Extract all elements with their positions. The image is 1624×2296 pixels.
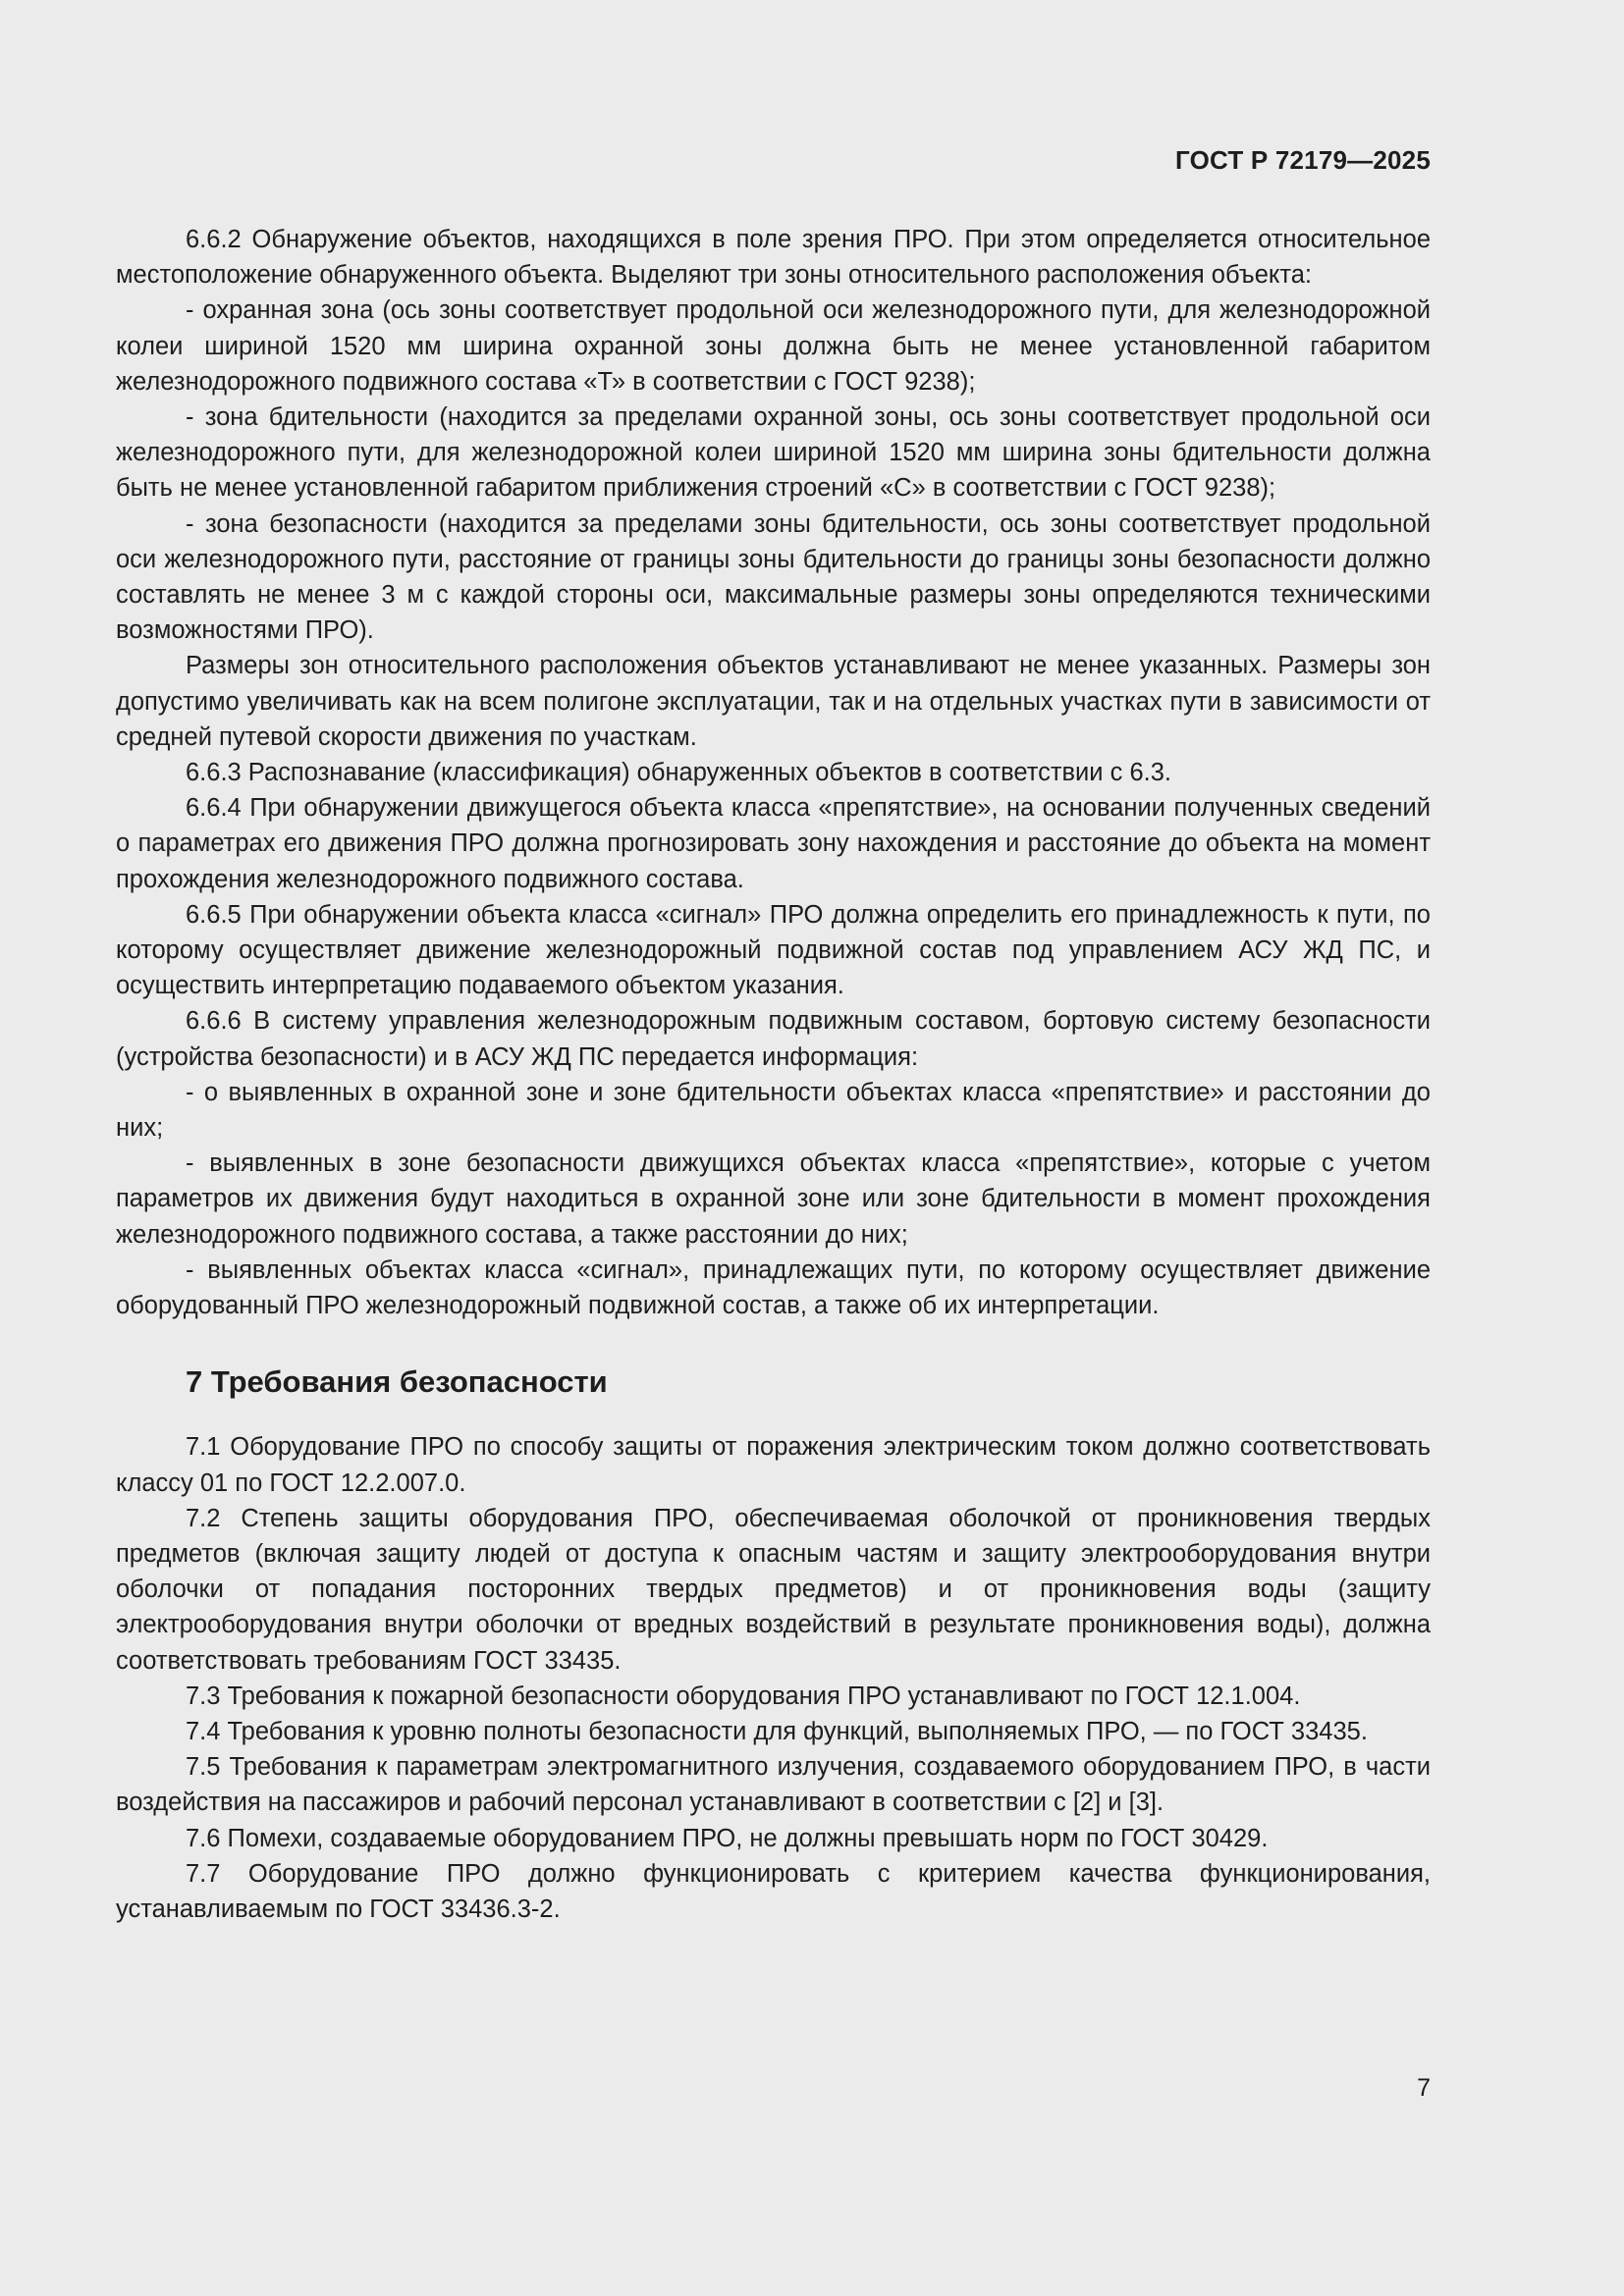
paragraph-6-6-5: 6.6.5 При обнаружении объекта класса «сигнал» ПРО должна определить его принадлежность к пути, по которому осуществляет движение железнодорожный подвижной состав под управлением АСУ ЖД ПС, и осуществить интерпретацию подаваемого объектом указания.	[116, 900, 1431, 1000]
paragraph-7-4: 7.4 Требования к уровню полноты безопасности для функций, выполняемых ПРО, — по ГОСТ 33435.	[186, 1717, 1368, 1745]
list-item-info-3: - выявленных объектах класса «сигнал», принадлежащих пути, по которому осуществляет движение оборудованный ПРО железнодорожный подвижной состав, а также об их интерпретации.	[116, 1255, 1431, 1320]
list-item-guard-zone: - охранная зона (ось зоны соответствует продольной оси железнодорожного пути, для железнодорожной колеи шириной 1520 мм ширина охранной зоны должна быть не менее установленной габаритом железнодорожного подвижного состава «Т» в соответствии с ГОСТ 9238);	[116, 296, 1431, 396]
paragraph-7-6: 7.6 Помехи, создаваемые оборудованием ПРО, не должны превышать норм по ГОСТ 30429.	[186, 1824, 1269, 1852]
section-heading-7: 7 Требования безопасности	[186, 1364, 608, 1400]
paragraph-7-5: 7.5 Требования к параметрам электромагнитного излучения, создаваемого оборудованием ПРО, в части воздействия на пассажиров и рабочий персонал устанавливают в соответствии с [2] и [3].	[116, 1753, 1431, 1817]
page-number: 7	[1417, 2074, 1431, 2102]
list-item-safety-zone: - зона безопасности (находится за пределами зоны бдительности, ось зоны соответствует продольной оси железнодорожного пути, расстояние от границы зоны бдительности до границы зоны безопасности должно составлять не менее 3 м с каждой стороны оси, максимальные размеры зоны определяются техническими возможностями ПРО).	[116, 509, 1431, 645]
list-item-vigilance-zone: - зона бдительности (находится за пределами охранной зоны, ось зоны соответствует продольной оси железнодорожного пути, для железнодорожной колеи шириной 1520 мм ширина зоны бдительности должна быть не менее установленной габаритом приближения строений «С» в соответствии с ГОСТ 9238);	[116, 403, 1431, 503]
document-body	[116, 222, 1431, 1927]
paragraph-7-7: 7.7 Оборудование ПРО должно функционировать с критерием качества функционирования, устанавливаемым по ГОСТ 33436.3-2.	[116, 1859, 1431, 1923]
paragraph-6-6-4: 6.6.4 При обнаружении движущегося объекта класса «препятствие», на основании полученных сведений о параметрах его движения ПРО должна прогнозировать зону нахождения и расстояние до объекта на момент прохождения железнодорожного подвижного состава.	[116, 794, 1431, 893]
paragraph-zone-sizes: Размеры зон относительного расположения объектов устанавливают не менее указанных. Размеры зон допустимо увеличивать как на всем полигоне эксплуатации, так и на отдельных участках пути в зависимости от средней путевой скорости движения по участкам.	[116, 652, 1431, 751]
paragraph-6-6-2: 6.6.2 Обнаружение объектов, находящихся в поле зрения ПРО. При этом определяется относительное местоположение обнаруженного объекта. Выделяют три зоны относительного расположения объекта:	[116, 226, 1431, 290]
paragraph-7-2: 7.2 Степень защиты оборудования ПРО, обеспечиваемая оболочкой от проникновения твердых предметов (включая защиту людей от доступа к опасным частям и защиту электрооборудования внутри оболочки от попадания посторонних твердых предметов) и от проникновения воды (защиту электрооборудования внутри оболочки от вредных воздействий в результате проникновения воды), должна соответствовать требованиям ГОСТ 33435.	[116, 1504, 1431, 1675]
list-item-info-1: - о выявленных в охранной зоне и зоне бдительности объектах класса «препятствие» и расстоянии до них;	[116, 1078, 1431, 1143]
paragraph-7-1: 7.1 Оборудование ПРО по способу защиты от поражения электрическим током должно соответствовать классу 01 по ГОСТ 12.2.007.0.	[116, 1433, 1431, 1497]
paragraph-7-3: 7.3 Требования к пожарной безопасности оборудования ПРО устанавливают по ГОСТ 12.1.004.	[186, 1682, 1301, 1710]
paragraph-6-6-3: 6.6.3 Распознавание (классификация) обнаруженных объектов в соответствии с 6.3.	[186, 759, 1172, 787]
document-header-standard-id: ГОСТ Р 72179—2025	[1175, 145, 1431, 175]
paragraph-6-6-6: 6.6.6 В систему управления железнодорожным подвижным составом, бортовую систему безопасности (устройства безопасности) и в АСУ ЖД ПС передается информация:	[116, 1007, 1431, 1071]
list-item-info-2: - выявленных в зоне безопасности движущихся объектах класса «препятствие», которые с учетом параметров их движения будут находиться в охранной зоне или зоне бдительности в момент прохождения железнодорожного подвижного состава, а также расстоянии до них;	[116, 1149, 1431, 1249]
